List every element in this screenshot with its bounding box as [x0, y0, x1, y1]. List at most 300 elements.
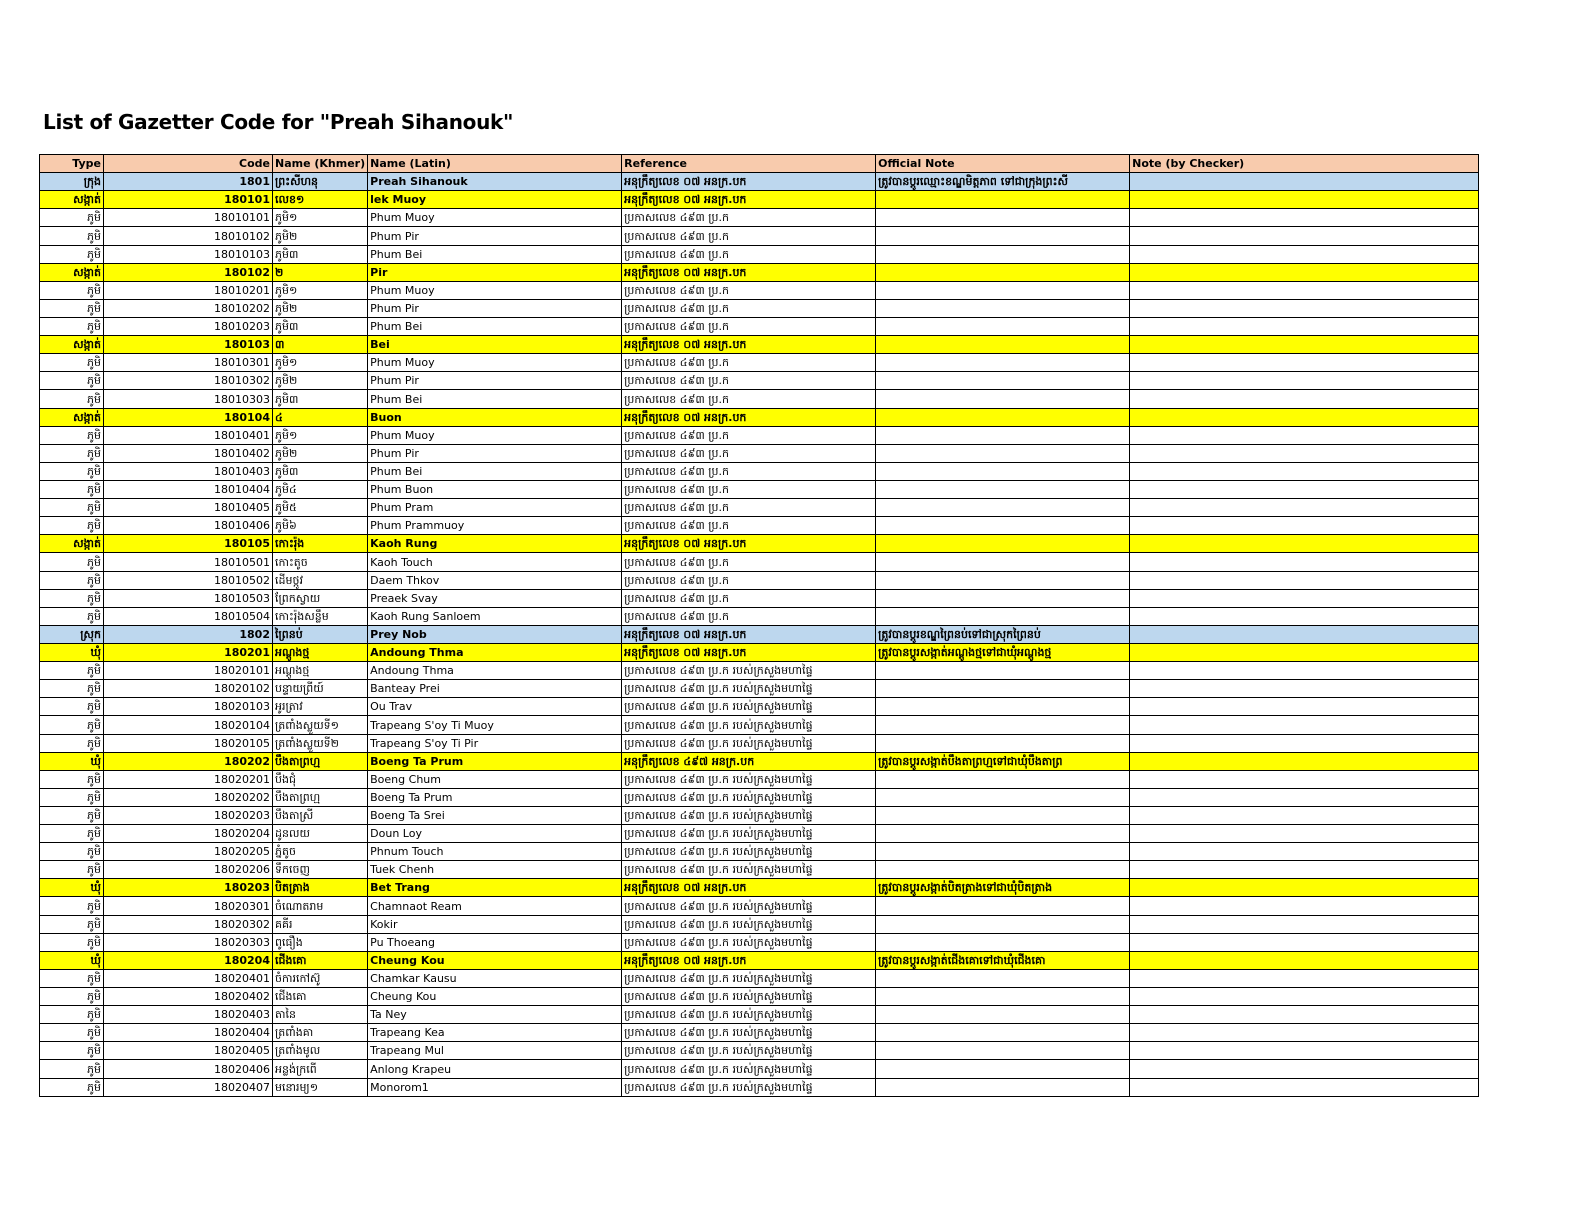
cell-official-note [876, 607, 1130, 625]
cell-name-latin: Pu Thoeang [368, 933, 622, 951]
table-row [40, 173, 1479, 191]
cell-type: ភូមិ [40, 1042, 104, 1060]
cell-official-note [876, 969, 1130, 987]
cell-name-khmer: ភូមិ៦ [273, 517, 368, 535]
cell-name-khmer: ភូមិ៣ [273, 317, 368, 335]
cell-name-latin: Phum Bei [368, 462, 622, 480]
cell-name-latin: Trapeang S'oy Ti Muoy [368, 716, 622, 734]
header-code: Code [104, 155, 273, 173]
cell-checker-note [1130, 354, 1479, 372]
cell-reference: ប្រកាសលេខ ៤៩៣ ប្រ.ក របស់ក្រសួងមហាផ្ទៃ [622, 861, 876, 879]
header-official-note: Official Note [876, 155, 1130, 173]
cell-code: 18010101 [104, 209, 273, 227]
table-row [40, 1024, 1479, 1042]
cell-type: ភូមិ [40, 390, 104, 408]
cell-type: សង្កាត់ [40, 191, 104, 209]
table-row [40, 1060, 1479, 1078]
cell-official-note [876, 480, 1130, 498]
cell-checker-note [1130, 1042, 1479, 1060]
cell-name-khmer: អណ្តូងថ្ម [273, 662, 368, 680]
cell-name-khmer: បឹងតាព្រហ្ម [273, 752, 368, 770]
cell-type: ភូមិ [40, 897, 104, 915]
cell-name-khmer: ត្រពាំងស្លួយទី១ [273, 716, 368, 734]
cell-reference: អនុក្រឹត្យលេខ ០៧ អនក្រ.បក [622, 625, 876, 643]
cell-code: 18010203 [104, 317, 273, 335]
table-row [40, 317, 1479, 335]
cell-name-latin: Andoung Thma [368, 643, 622, 661]
cell-name-khmer: អន្លង់ក្រពើ [273, 1060, 368, 1078]
cell-checker-note [1130, 806, 1479, 824]
cell-code: 18010102 [104, 227, 273, 245]
cell-code: 18010504 [104, 607, 273, 625]
cell-reference: ប្រកាសលេខ ៤៩៣ ប្រ.ក របស់ក្រសួងមហាផ្ទៃ [622, 1078, 876, 1096]
header-name-latin: Name (Latin) [368, 155, 622, 173]
cell-reference: ប្រកាសលេខ ៤៩៣ ប្រ.ក របស់ក្រសួងមហាផ្ទៃ [622, 1024, 876, 1042]
header-row [40, 155, 1479, 173]
cell-name-khmer: ភូមិ៣ [273, 462, 368, 480]
cell-name-latin: Cheung Kou [368, 988, 622, 1006]
cell-reference: អនុក្រឹត្យលេខ ០៧ អនក្រ.បក [622, 879, 876, 897]
cell-official-note [876, 698, 1130, 716]
cell-reference: អនុក្រឹត្យលេខ ០៧ អនក្រ.បក [622, 263, 876, 281]
cell-code: 18010303 [104, 390, 273, 408]
cell-type: ភូមិ [40, 589, 104, 607]
cell-reference: ប្រកាសលេខ ៤៩៣ ប្រ.ក របស់ក្រសួងមហាផ្ទៃ [622, 662, 876, 680]
cell-official-note [876, 336, 1130, 354]
cell-reference: ប្រកាសលេខ ៤៩៣ ប្រ.ក [622, 209, 876, 227]
cell-name-latin: Boeng Ta Srei [368, 806, 622, 824]
cell-name-khmer: ត្រពាំងមូល [273, 1042, 368, 1060]
cell-name-khmer: កោះរ៉ុង [273, 535, 368, 553]
cell-code: 18020102 [104, 680, 273, 698]
table-row [40, 698, 1479, 716]
cell-name-latin: Phum Bei [368, 390, 622, 408]
cell-official-note [876, 915, 1130, 933]
cell-name-khmer: ភូមិ៥ [273, 499, 368, 517]
cell-reference: ប្រកាសលេខ ៤៩៣ ប្រ.ក [622, 607, 876, 625]
cell-checker-note [1130, 897, 1479, 915]
cell-code: 18020204 [104, 825, 273, 843]
cell-code: 18020407 [104, 1078, 273, 1096]
table-row [40, 969, 1479, 987]
cell-name-khmer: តានៃ [273, 1006, 368, 1024]
table-row [40, 951, 1479, 969]
cell-type: ភូមិ [40, 933, 104, 951]
cell-name-khmer: មនោរម្យ១ [273, 1078, 368, 1096]
cell-checker-note [1130, 390, 1479, 408]
cell-name-khmer: បឹងជុំ [273, 770, 368, 788]
cell-official-note [876, 191, 1130, 209]
cell-type: ភូមិ [40, 607, 104, 625]
cell-checker-note [1130, 770, 1479, 788]
cell-name-latin: Phum Buon [368, 480, 622, 498]
cell-checker-note [1130, 535, 1479, 553]
cell-name-latin: Boeng Ta Prum [368, 788, 622, 806]
cell-official-note [876, 788, 1130, 806]
cell-official-note [876, 825, 1130, 843]
cell-reference: ប្រកាសលេខ ៤៩៣ ប្រ.ក [622, 281, 876, 299]
cell-reference: ប្រកាសលេខ ៤៩៣ ប្រ.ក [622, 589, 876, 607]
cell-code: 1801 [104, 173, 273, 191]
table-row [40, 788, 1479, 806]
cell-type: ភូមិ [40, 227, 104, 245]
cell-name-khmer: កោះតូច [273, 553, 368, 571]
cell-checker-note [1130, 951, 1479, 969]
cell-checker-note [1130, 734, 1479, 752]
cell-checker-note [1130, 662, 1479, 680]
cell-checker-note [1130, 861, 1479, 879]
cell-name-khmer: ភូមិ១ [273, 209, 368, 227]
cell-name-khmer: ដើមថ្កូវ [273, 571, 368, 589]
table-row [40, 354, 1479, 372]
cell-name-latin: Phum Muoy [368, 209, 622, 227]
cell-name-latin: Phum Pir [368, 227, 622, 245]
cell-name-latin: Doun Loy [368, 825, 622, 843]
table-row [40, 843, 1479, 861]
cell-checker-note [1130, 716, 1479, 734]
table-row [40, 933, 1479, 951]
cell-official-note [876, 861, 1130, 879]
cell-checker-note [1130, 933, 1479, 951]
cell-official-note [876, 426, 1130, 444]
cell-code: 18010406 [104, 517, 273, 535]
cell-code: 180101 [104, 191, 273, 209]
cell-reference: ប្រកាសលេខ ៤៩៣ ប្រ.ក [622, 553, 876, 571]
table-row [40, 879, 1479, 897]
cell-type: ភូមិ [40, 499, 104, 517]
table-row [40, 281, 1479, 299]
cell-code: 1802 [104, 625, 273, 643]
cell-code: 18010403 [104, 462, 273, 480]
cell-name-latin: Chamkar Kausu [368, 969, 622, 987]
cell-reference: ប្រកាសលេខ ៤៩៣ ប្រ.ក របស់ក្រសួងមហាផ្ទៃ [622, 806, 876, 824]
table-row [40, 770, 1479, 788]
cell-checker-note [1130, 788, 1479, 806]
cell-code: 18020405 [104, 1042, 273, 1060]
cell-name-latin: Phum Pram [368, 499, 622, 517]
cell-name-khmer: ចំណោតរាម [273, 897, 368, 915]
cell-checker-note [1130, 988, 1479, 1006]
cell-name-khmer: កោះរ៉ុងសន្លឹម [273, 607, 368, 625]
cell-reference: ប្រកាសលេខ ៤៩៣ ប្រ.ក របស់ក្រសួងមហាផ្ទៃ [622, 915, 876, 933]
cell-name-latin: Ou Trav [368, 698, 622, 716]
cell-name-khmer: ភូមិ២ [273, 227, 368, 245]
table-row [40, 1078, 1479, 1096]
cell-checker-note [1130, 462, 1479, 480]
cell-type: ឃុំ [40, 879, 104, 897]
table-row [40, 390, 1479, 408]
cell-code: 18010402 [104, 444, 273, 462]
cell-name-latin: Phum Muoy [368, 281, 622, 299]
cell-name-khmer: ជើងគោ [273, 988, 368, 1006]
cell-code: 18010501 [104, 553, 273, 571]
cell-type: ឃុំ [40, 951, 104, 969]
table-row [40, 480, 1479, 498]
cell-checker-note [1130, 299, 1479, 317]
cell-code: 180104 [104, 408, 273, 426]
cell-name-latin: Ta Ney [368, 1006, 622, 1024]
cell-type: ភូមិ [40, 662, 104, 680]
table-row [40, 806, 1479, 824]
table-row [40, 825, 1479, 843]
cell-type: ភូមិ [40, 426, 104, 444]
cell-checker-note [1130, 499, 1479, 517]
cell-type: ភូមិ [40, 281, 104, 299]
cell-name-latin: Phum Pir [368, 372, 622, 390]
table-body [40, 173, 1479, 1097]
cell-name-latin: Andoung Thma [368, 662, 622, 680]
cell-reference: ប្រកាសលេខ ៤៩៣ ប្រ.ក [622, 444, 876, 462]
cell-name-latin: Anlong Krapeu [368, 1060, 622, 1078]
cell-reference: ប្រកាសលេខ ៤៩៣ ប្រ.ក របស់ក្រសួងមហាផ្ទៃ [622, 680, 876, 698]
cell-official-note [876, 354, 1130, 372]
table-row [40, 245, 1479, 263]
table-row [40, 625, 1479, 643]
cell-name-latin: Trapeang Kea [368, 1024, 622, 1042]
cell-checker-note [1130, 589, 1479, 607]
cell-reference: ប្រកាសលេខ ៤៩៣ ប្រ.ក [622, 227, 876, 245]
cell-type: ភូមិ [40, 372, 104, 390]
cell-name-latin: Tuek Chenh [368, 861, 622, 879]
cell-name-latin: Bet Trang [368, 879, 622, 897]
cell-checker-note [1130, 879, 1479, 897]
cell-reference: អនុក្រឹត្យលេខ ០៧ អនក្រ.បក [622, 191, 876, 209]
cell-checker-note [1130, 263, 1479, 281]
cell-code: 18010301 [104, 354, 273, 372]
cell-name-latin: Trapeang Mul [368, 1042, 622, 1060]
cell-type: ភូមិ [40, 462, 104, 480]
cell-name-khmer: ភូមិ២ [273, 444, 368, 462]
cell-checker-note [1130, 173, 1479, 191]
table-row [40, 227, 1479, 245]
cell-checker-note [1130, 571, 1479, 589]
cell-checker-note [1130, 698, 1479, 716]
cell-code: 18020104 [104, 716, 273, 734]
table-row [40, 191, 1479, 209]
cell-name-latin: Preah Sihanouk [368, 173, 622, 191]
cell-name-latin: Monorom1 [368, 1078, 622, 1096]
cell-reference: ប្រកាសលេខ ៤៩៣ ប្រ.ក របស់ក្រសួងមហាផ្ទៃ [622, 698, 876, 716]
cell-code: 18010302 [104, 372, 273, 390]
table-row [40, 662, 1479, 680]
cell-checker-note [1130, 372, 1479, 390]
cell-checker-note [1130, 480, 1479, 498]
cell-name-latin: Kokir [368, 915, 622, 933]
cell-code: 18020201 [104, 770, 273, 788]
cell-reference: ប្រកាសលេខ ៤៩៣ ប្រ.ក [622, 480, 876, 498]
cell-checker-note [1130, 317, 1479, 335]
cell-reference: ប្រកាសលេខ ៤៩៣ ប្រ.ក [622, 245, 876, 263]
cell-checker-note [1130, 444, 1479, 462]
cell-type: ភូមិ [40, 1060, 104, 1078]
cell-name-khmer: ភូមិ២ [273, 299, 368, 317]
cell-type: ឃុំ [40, 752, 104, 770]
table-row [40, 444, 1479, 462]
cell-official-note [876, 317, 1130, 335]
table-row [40, 1006, 1479, 1024]
cell-official-note: ត្រូវបានប្តូរសង្កាត់បិតត្រាងទៅជាឃុំបិតត្រាង [876, 879, 1130, 897]
cell-name-khmer: ៣ [273, 336, 368, 354]
cell-name-latin: Phum Prammuoy [368, 517, 622, 535]
cell-official-note [876, 1042, 1130, 1060]
cell-type: ភូមិ [40, 825, 104, 843]
cell-reference: អនុក្រឹត្យលេខ ០៧ អនក្រ.បក [622, 173, 876, 191]
table-row [40, 752, 1479, 770]
cell-type: ស្រុក [40, 625, 104, 643]
cell-type: ភូមិ [40, 480, 104, 498]
cell-official-note [876, 734, 1130, 752]
cell-reference: ប្រកាសលេខ ៤៩៣ ប្រ.ក [622, 390, 876, 408]
table-row [40, 408, 1479, 426]
cell-name-khmer: ភូមិ៤ [273, 480, 368, 498]
header-name-khmer: Name (Khmer) [273, 155, 368, 173]
cell-name-latin: Banteay Prei [368, 680, 622, 698]
cell-type: សង្កាត់ [40, 535, 104, 553]
cell-name-latin: Boeng Chum [368, 770, 622, 788]
table-row [40, 553, 1479, 571]
cell-name-khmer: ភូមិ៣ [273, 390, 368, 408]
cell-official-note [876, 553, 1130, 571]
cell-type: ភូមិ [40, 553, 104, 571]
cell-reference: អនុក្រឹត្យលេខ ៤៩៧ អនក្រ.បក [622, 752, 876, 770]
cell-checker-note [1130, 209, 1479, 227]
cell-code: 18020103 [104, 698, 273, 716]
cell-official-note [876, 770, 1130, 788]
cell-type: ភូមិ [40, 299, 104, 317]
cell-reference: ប្រកាសលេខ ៤៩៣ ប្រ.ក [622, 317, 876, 335]
cell-name-khmer: គគីរ [273, 915, 368, 933]
cell-type: ភូមិ [40, 770, 104, 788]
cell-official-note [876, 571, 1130, 589]
cell-reference: អនុក្រឹត្យលេខ ០៧ អនក្រ.បក [622, 408, 876, 426]
cell-name-latin: Kaoh Rung Sanloem [368, 607, 622, 625]
cell-reference: ប្រកាសលេខ ៤៩៣ ប្រ.ក របស់ក្រសួងមហាផ្ទៃ [622, 1042, 876, 1060]
cell-name-latin: Phum Muoy [368, 354, 622, 372]
table-row [40, 336, 1479, 354]
cell-official-note [876, 408, 1130, 426]
cell-name-khmer: ពូធឿង [273, 933, 368, 951]
cell-checker-note [1130, 969, 1479, 987]
cell-name-khmer: ៤ [273, 408, 368, 426]
cell-name-khmer: បឹងតាព្រហ្ម [273, 788, 368, 806]
cell-type: ឃុំ [40, 643, 104, 661]
table-row [40, 734, 1479, 752]
cell-official-note [876, 897, 1130, 915]
cell-code: 18010503 [104, 589, 273, 607]
cell-checker-note [1130, 281, 1479, 299]
cell-official-note [876, 843, 1130, 861]
cell-name-khmer: ត្រពាំងគា [273, 1024, 368, 1042]
cell-reference: ប្រកាសលេខ ៤៩៣ ប្រ.ក របស់ក្រសួងមហាផ្ទៃ [622, 1060, 876, 1078]
cell-official-note: ត្រូវបានប្តូរសង្កាត់បឹងតាព្រហ្មទៅជាឃុំបឹងតាព្រ [876, 752, 1130, 770]
cell-name-latin: Bei [368, 336, 622, 354]
cell-type: ភូមិ [40, 843, 104, 861]
cell-official-note: ត្រូវបានប្តូរសង្កាត់អណ្តូងថ្មទៅជាឃុំអណ្តូងថ្ម [876, 643, 1130, 661]
cell-official-note [876, 1006, 1130, 1024]
cell-name-khmer: ព្រះសីហនុ [273, 173, 368, 191]
cell-name-latin: Chamnaot Ream [368, 897, 622, 915]
cell-reference: ប្រកាសលេខ ៤៩៣ ប្រ.ក របស់ក្រសួងមហាផ្ទៃ [622, 770, 876, 788]
cell-checker-note [1130, 915, 1479, 933]
cell-type: ភូមិ [40, 517, 104, 535]
cell-official-note [876, 1060, 1130, 1078]
table-row [40, 643, 1479, 661]
page-title: List of Gazetter Code for "Preah Sihanouk" [43, 110, 514, 134]
cell-checker-note [1130, 336, 1479, 354]
table-row [40, 426, 1479, 444]
table-row [40, 209, 1479, 227]
cell-name-khmer: បិតត្រាង [273, 879, 368, 897]
cell-reference: ប្រកាសលេខ ៤៩៣ ប្រ.ក [622, 517, 876, 535]
cell-name-khmer: ត្រពាំងស្លួយទី២ [273, 734, 368, 752]
table-row [40, 1042, 1479, 1060]
table-row [40, 462, 1479, 480]
table-row [40, 607, 1479, 625]
cell-name-khmer: ភូមិ២ [273, 372, 368, 390]
cell-reference: ប្រកាសលេខ ៤៩៣ ប្រ.ក [622, 462, 876, 480]
cell-checker-note [1130, 553, 1479, 571]
cell-code: 18020205 [104, 843, 273, 861]
cell-official-note [876, 680, 1130, 698]
cell-official-note [876, 988, 1130, 1006]
cell-official-note [876, 299, 1130, 317]
cell-type: ភូមិ [40, 988, 104, 1006]
cell-checker-note [1130, 825, 1479, 843]
cell-name-latin: Kaoh Rung [368, 535, 622, 553]
cell-reference: អនុក្រឹត្យលេខ ០៧ អនក្រ.បក [622, 643, 876, 661]
cell-name-latin: Boeng Ta Prum [368, 752, 622, 770]
cell-official-note [876, 1078, 1130, 1096]
cell-type: ភូមិ [40, 716, 104, 734]
cell-checker-note [1130, 517, 1479, 535]
cell-code: 18020303 [104, 933, 273, 951]
cell-name-latin: Phum Pir [368, 444, 622, 462]
cell-reference: ប្រកាសលេខ ៤៩៣ ប្រ.ក [622, 499, 876, 517]
cell-checker-note [1130, 843, 1479, 861]
cell-code: 18010502 [104, 571, 273, 589]
cell-type: ភូមិ [40, 806, 104, 824]
cell-name-khmer: ចំការកៅស៊ូ [273, 969, 368, 987]
cell-type: ភូមិ [40, 969, 104, 987]
cell-code: 180105 [104, 535, 273, 553]
cell-name-khmer: អណ្តូងថ្ម [273, 643, 368, 661]
cell-reference: ប្រកាសលេខ ៤៩៣ ប្រ.ក របស់ក្រសួងមហាផ្ទៃ [622, 969, 876, 987]
cell-code: 18010404 [104, 480, 273, 498]
cell-code: 18020105 [104, 734, 273, 752]
cell-name-latin: Prey Nob [368, 625, 622, 643]
cell-name-latin: Pir [368, 263, 622, 281]
header-reference: Reference [622, 155, 876, 173]
cell-type: ភូមិ [40, 209, 104, 227]
cell-name-latin: Phum Bei [368, 245, 622, 263]
cell-code: 18020302 [104, 915, 273, 933]
cell-type: ភូមិ [40, 734, 104, 752]
cell-code: 18020403 [104, 1006, 273, 1024]
cell-checker-note [1130, 191, 1479, 209]
cell-type: ក្រុង [40, 173, 104, 191]
cell-checker-note [1130, 1024, 1479, 1042]
cell-code: 180203 [104, 879, 273, 897]
table-row [40, 535, 1479, 553]
cell-code: 18010401 [104, 426, 273, 444]
cell-code: 18010103 [104, 245, 273, 263]
cell-reference: ប្រកាសលេខ ៤៩៣ ប្រ.ក [622, 571, 876, 589]
gazetteer-table [39, 154, 1479, 1097]
cell-official-note [876, 245, 1130, 263]
cell-checker-note [1130, 1060, 1479, 1078]
table-row [40, 589, 1479, 607]
cell-checker-note [1130, 752, 1479, 770]
